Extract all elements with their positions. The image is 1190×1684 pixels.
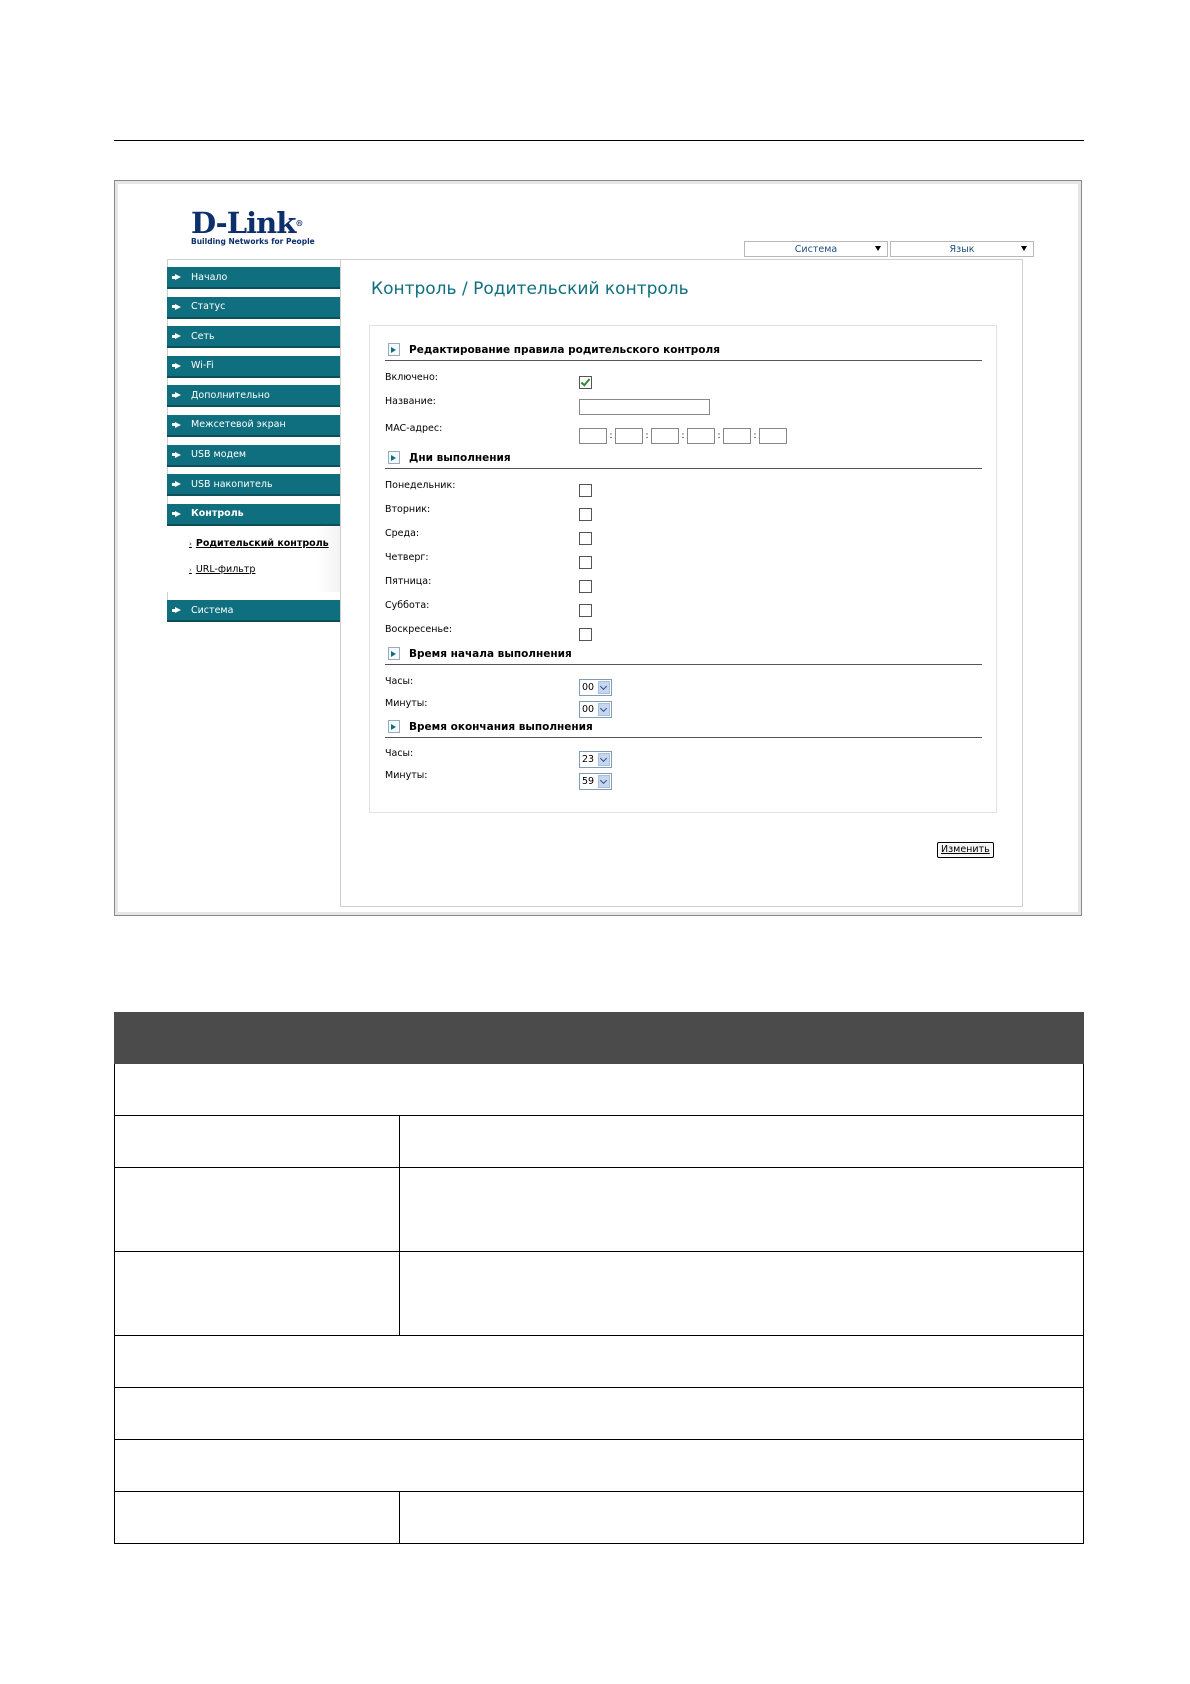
sidebar-item-label: USB накопитель — [191, 478, 273, 490]
table-row-full — [114, 1440, 1084, 1492]
table-cell — [400, 1168, 1083, 1251]
bullet-icon: › — [189, 540, 192, 549]
table-cell — [115, 1492, 400, 1543]
mac-separator: : — [717, 431, 721, 441]
sidebar-item-status[interactable] — [167, 297, 345, 319]
mac-separator: : — [645, 431, 649, 441]
chevron-down-icon — [598, 753, 610, 766]
mac-octet-2-input[interactable] — [615, 428, 643, 444]
sidebar-item-label: Сеть — [191, 330, 215, 342]
table-cell — [115, 1116, 400, 1167]
mac-octet-1-input[interactable] — [579, 428, 607, 444]
section-arrow-icon — [388, 647, 400, 660]
table-row-full — [114, 1388, 1084, 1440]
section-header-start-time — [385, 646, 982, 665]
sidebar-item-control[interactable] — [167, 504, 345, 526]
section-arrow-icon — [388, 720, 400, 733]
end-hours-label: Часы: — [385, 748, 414, 759]
table-row-full — [114, 1336, 1084, 1388]
mac-octet-5-input[interactable] — [723, 428, 751, 444]
name-input[interactable] — [579, 399, 710, 415]
section-header-days — [385, 450, 982, 469]
section-header-end-time — [385, 719, 982, 738]
section-title: Время окончания выполнения — [409, 721, 593, 733]
day-label-tuesday: Вторник: — [385, 504, 431, 515]
sidebar-item-label: Wi-Fi — [191, 360, 214, 372]
arrow-right-icon — [175, 363, 181, 369]
sidebar-item-label: Межсетевой экран — [191, 419, 286, 431]
apply-button[interactable]: Изменить — [937, 842, 994, 858]
end-minutes-label: Минуты: — [385, 770, 428, 781]
arrow-right-icon — [175, 333, 181, 339]
enabled-label: Включено: — [385, 372, 439, 383]
bullet-icon: › — [189, 566, 192, 575]
sidebar-item-label: Статус — [191, 301, 226, 313]
day-label-friday: Пятница: — [385, 576, 432, 587]
sidebar-subitem-url-filter[interactable] — [189, 564, 255, 575]
arrow-right-icon — [175, 274, 181, 280]
sidebar-item-usb-storage[interactable] — [167, 474, 345, 496]
sidebar-item-label: Дополнительно — [191, 389, 270, 401]
mac-separator: : — [609, 431, 613, 441]
arrow-right-icon — [175, 452, 181, 458]
sidebar-item-label: Система — [191, 604, 234, 616]
day-checkbox-tuesday[interactable] — [579, 508, 592, 521]
sidebar-subitem-label: URL-фильтр — [195, 564, 256, 576]
mac-octet-4-input[interactable] — [687, 428, 715, 444]
router-web-ui-screenshot — [114, 180, 1082, 916]
sidebar-item-usb-modem[interactable] — [167, 445, 345, 467]
table-row — [114, 1252, 1084, 1336]
name-label: Название: — [385, 396, 436, 407]
arrow-right-icon — [175, 481, 181, 487]
table-cell — [400, 1252, 1083, 1335]
day-checkbox-friday[interactable] — [579, 580, 592, 593]
dlink-logo — [191, 208, 315, 246]
table-cell — [400, 1492, 1083, 1543]
section-arrow-icon — [388, 343, 400, 356]
day-checkbox-sunday[interactable] — [579, 628, 592, 641]
table-cell — [115, 1252, 400, 1335]
day-checkbox-saturday[interactable] — [579, 604, 592, 617]
table-row-full — [114, 1064, 1084, 1116]
mac-octet-3-input[interactable] — [651, 428, 679, 444]
top-menu-language-label: Язык — [949, 243, 975, 255]
mac-octet-6-input[interactable] — [759, 428, 787, 444]
top-menu-system-dropdown[interactable] — [744, 241, 888, 257]
section-title: Редактирование правила родительского контроля — [409, 344, 720, 356]
day-label-sunday: Воскресенье: — [385, 624, 453, 635]
section-title: Время начала выполнения — [409, 648, 572, 660]
table-cell — [400, 1116, 1083, 1167]
brand-name: D-Link — [191, 206, 296, 240]
description-table — [114, 1012, 1084, 1544]
table-cell — [115, 1168, 400, 1251]
sidebar-subitem-label: Родительский контроль — [195, 538, 329, 550]
day-checkbox-thursday[interactable] — [579, 556, 592, 569]
chevron-down-icon — [1021, 246, 1027, 251]
sidebar-item-home[interactable] — [167, 267, 345, 289]
section-arrow-icon — [388, 451, 400, 464]
start-minutes-value: 00 — [582, 704, 595, 715]
mac-label: MAC-адрес: — [385, 423, 443, 434]
chevron-down-icon — [875, 246, 881, 251]
content-area — [340, 259, 1023, 907]
table-row — [114, 1492, 1084, 1544]
end-minutes-select[interactable] — [579, 773, 612, 790]
day-label-saturday: Суббота: — [385, 600, 430, 611]
day-label-thursday: Четверг: — [385, 552, 429, 563]
mac-address-input-group — [579, 428, 787, 444]
brand-registered-mark: ® — [295, 218, 303, 228]
day-checkbox-monday[interactable] — [579, 484, 592, 497]
enabled-checkbox[interactable] — [579, 376, 592, 389]
section-title: Дни выполнения — [409, 452, 511, 464]
sidebar-item-system[interactable] — [167, 600, 345, 622]
arrow-right-icon — [175, 422, 181, 428]
end-hours-value: 23 — [582, 754, 595, 765]
start-hours-value: 00 — [582, 682, 595, 693]
sidebar-nav — [167, 267, 345, 630]
chevron-down-icon — [598, 703, 610, 716]
sidebar-item-label: USB модем — [191, 449, 247, 461]
day-label-wednesday: Среда: — [385, 528, 420, 539]
mac-separator: : — [753, 431, 757, 441]
top-menu-language-dropdown[interactable] — [890, 241, 1034, 257]
top-menu-system-label: Система — [794, 243, 838, 255]
sidebar-item-network[interactable] — [167, 326, 345, 348]
table-header — [114, 1012, 1084, 1064]
top-menu — [742, 241, 1034, 255]
start-minutes-label: Минуты: — [385, 698, 428, 709]
sidebar-subnav-control — [167, 526, 345, 592]
start-hours-label: Часы: — [385, 676, 414, 687]
chevron-down-icon — [598, 681, 610, 694]
start-minutes-select[interactable] — [579, 701, 612, 718]
section-header-rule — [385, 342, 982, 361]
sidebar-subitem-parental-control[interactable] — [189, 538, 329, 549]
brand-tagline: Building Networks for People — [191, 237, 315, 246]
day-checkbox-wednesday[interactable] — [579, 532, 592, 545]
sidebar-item-label: Начало — [191, 271, 228, 283]
chevron-down-icon — [598, 775, 610, 788]
page-title: Контроль / Родительский контроль — [371, 279, 689, 299]
arrow-right-icon — [175, 392, 181, 398]
table-row — [114, 1168, 1084, 1252]
sidebar-item-firewall[interactable] — [167, 415, 345, 437]
sidebar-item-wifi[interactable] — [167, 356, 345, 378]
arrow-right-icon — [175, 304, 181, 310]
day-label-monday: Понедельник: — [385, 480, 456, 491]
end-hours-select[interactable] — [579, 751, 612, 768]
table-row — [114, 1116, 1084, 1168]
arrow-right-icon — [175, 511, 181, 517]
start-hours-select[interactable] — [579, 679, 612, 696]
page-top-rule — [114, 140, 1084, 141]
mac-separator: : — [681, 431, 685, 441]
sidebar-item-label: Контроль — [191, 508, 244, 520]
sidebar-item-advanced[interactable] — [167, 385, 345, 407]
arrow-right-icon — [175, 607, 181, 613]
rule-form-panel — [369, 325, 997, 813]
end-minutes-value: 59 — [582, 776, 595, 787]
